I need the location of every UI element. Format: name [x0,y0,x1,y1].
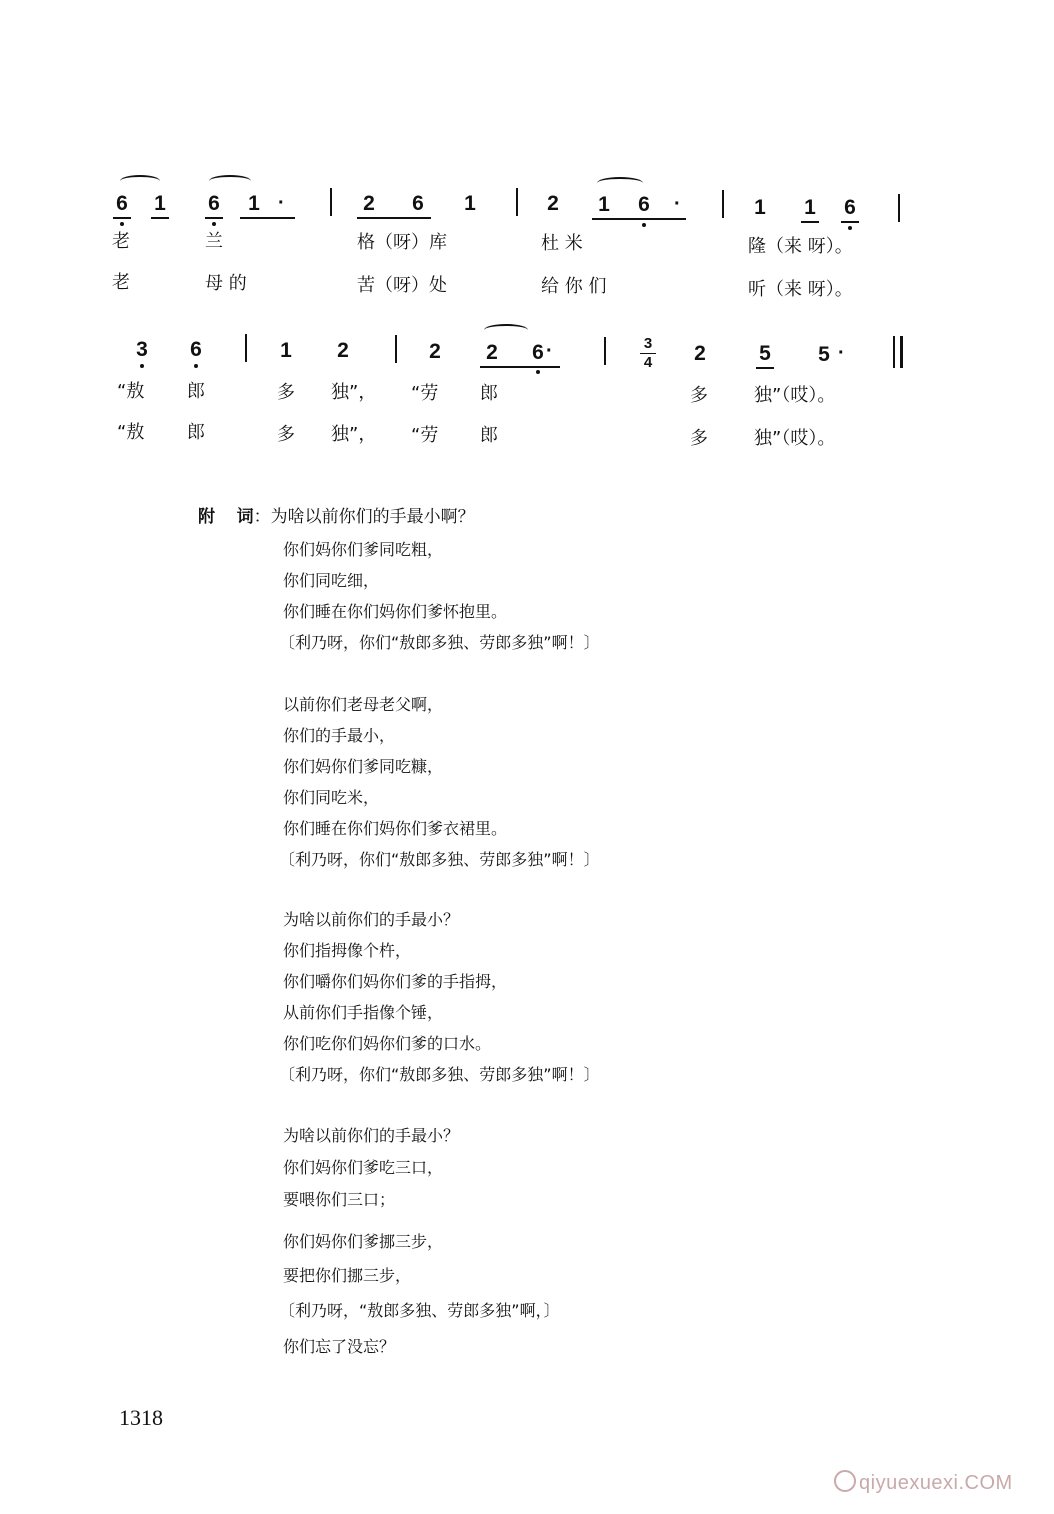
verse-line: 你们吃你们妈你们爹的口水。 [283,1034,492,1053]
note: 2 [337,339,349,362]
lyric: 老 [112,231,130,252]
verse-line: 从前你们手指像个锤， [283,1003,444,1022]
lyric: 多 [277,424,295,445]
lyric: “敖 [117,422,145,443]
final-barline [893,336,903,368]
beam-line [357,217,431,219]
octave-dot-low [194,364,198,368]
octave-dot-low [140,364,144,368]
verse-line: 为啥以前你们的手最小？ [283,1126,460,1145]
note: 1 [280,339,292,362]
note: 1 [754,196,766,219]
time-signature-top: 3 [643,335,653,352]
lyric: 多 [690,428,708,449]
augmentation-dot: · [546,340,553,362]
note: 2 [363,192,375,215]
lyric: 格（呀）库 [357,232,447,253]
note: 3 [136,338,148,361]
verse-line: 你们睡在你们妈你们爹怀抱里。 [283,602,508,621]
barline [245,334,247,362]
verse-line: 你们忘了没忘？ [283,1337,396,1356]
lyric: 独”， [331,382,377,403]
lyric: “敖 [117,381,145,402]
appendix-first-line: ：为啥以前你们的手最小啊？ [253,507,475,527]
lyric: 郎 [480,425,498,446]
verse-line: 你们妈你们爹吃三口， [283,1158,444,1177]
lyric: 母 的 [205,273,247,294]
watermark-logo-icon [834,1470,856,1492]
verse-line: 要把你们挪三步， [283,1266,412,1285]
verse-line: 你们妈你们爹同吃粗， [283,540,444,559]
lyric: 苦（呀）处 [357,275,447,296]
verse-line: 你们指拇像个杵， [283,941,412,960]
tie-arc [484,324,528,336]
page-number: 1318 [119,1405,163,1430]
lyric: 隆（来 呀）。 [748,236,853,257]
appendix-label-b: 词 [236,507,254,527]
note: 6 [412,192,424,215]
verse-line: 你们妈你们爹挪三步， [283,1232,444,1251]
barline [395,335,397,363]
lyric: 老 [112,272,130,293]
verse-line: 你们的手最小， [283,726,396,745]
verse-line: 你们同吃细， [283,571,380,590]
beam-line [480,366,560,368]
note: 6 [632,193,656,217]
note: 2 [480,341,504,365]
note: 2 [694,342,706,365]
note: 6 [838,196,862,220]
lyric: 杜 米 [541,233,583,254]
lyric: “劳 [411,425,439,446]
barline [722,190,724,218]
appendix-label-a: 附 [198,507,215,527]
note: 6 [526,341,550,365]
octave-dot-low [120,222,124,226]
note: 5 [818,343,830,366]
verse-line: 以前你们老母老父啊， [283,695,444,714]
octave-dot-low [848,226,852,230]
tie-arc [120,175,160,187]
beam-line [592,218,686,220]
lyric: 给 你 们 [541,276,607,297]
lyric: 郎 [187,422,205,443]
barline [604,337,606,365]
note: 5 [753,342,777,366]
lyric: “劳 [411,383,439,404]
lyric: 郎 [480,383,498,404]
octave-dot-low [212,222,216,226]
augmentation-dot: · [838,342,845,364]
note: 2 [429,340,441,363]
lyric: 独”（哎）。 [754,385,836,406]
appendix-heading [198,502,475,527]
note: 1 [148,192,172,216]
verse-line: 〔利乃呀，你们“敖郎多独、劳郎多独”啊！〕 [279,633,600,652]
verse-line: 你们同吃米， [283,788,380,807]
music-score [0,0,1054,480]
augmentation-dot: · [278,192,285,214]
note: 1 [242,192,266,216]
lyric: 兰 [205,231,223,252]
note: 6 [190,338,202,361]
tie-arc [209,175,251,187]
verse-line: 为啥以前你们的手最小？ [283,910,460,929]
note: 1 [592,193,616,217]
barline [898,194,900,222]
time-signature [640,336,656,371]
verse-line: 〔利乃呀，你们“敖郎多独、劳郎多独”啊！〕 [279,1065,600,1084]
tie-arc [597,177,643,189]
watermark-text: qiyuexuexi.COM [859,1472,1013,1494]
note: 6 [202,192,226,216]
watermark [834,1470,1013,1495]
lyric: 多 [277,382,295,403]
lyric: 独”（哎）。 [754,428,836,449]
verse-line: 〔利乃呀，你们“敖郎多独、劳郎多独”啊！〕 [279,850,600,869]
note: 1 [464,192,476,215]
lyric: 独”， [331,424,377,445]
octave-dot-low [642,223,646,227]
note: 2 [547,192,559,215]
beam-line [240,217,295,219]
lyric: 多 [690,385,708,406]
octave-dot-low [536,370,540,374]
verse-line: 要喂你们三口； [283,1190,396,1209]
barline [516,188,518,216]
note: 6 [110,192,134,216]
verse-line: 你们睡在你们妈你们爹衣裙里。 [283,819,508,838]
lyric: 郎 [187,381,205,402]
verse-line: 你们妈你们爹同吃糠， [283,757,444,776]
time-signature-bottom: 4 [643,354,653,371]
note: 1 [798,196,822,220]
verse-line: 你们嚼你们妈你们爹的手指拇， [283,972,508,991]
verse-line: 〔利乃呀，“敖郎多独、劳郎多独”啊，〕 [279,1301,560,1320]
barline [330,188,332,216]
augmentation-dot: · [674,193,681,215]
lyric: 听（来 呀）。 [748,279,853,300]
